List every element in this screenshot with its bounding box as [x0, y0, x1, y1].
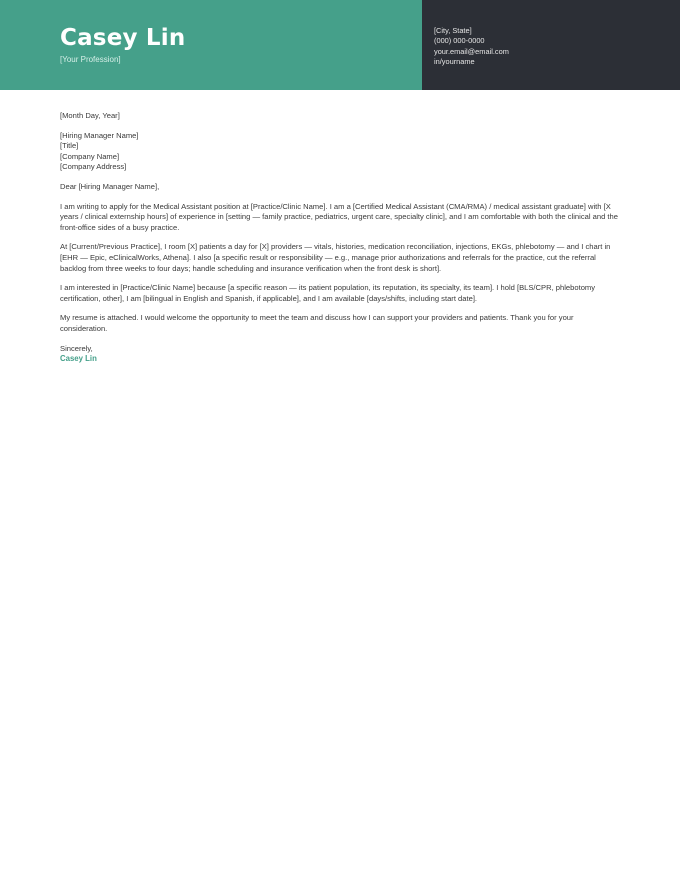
applicant-name: Casey Lin — [60, 25, 186, 51]
closing-phrase: Sincerely, — [60, 343, 93, 353]
contact-email: your.email@email.com — [434, 46, 509, 56]
recipient-company: [Company Name] — [60, 151, 120, 161]
letter-date: [Month Day, Year] — [60, 111, 120, 120]
paragraph-intro: I am writing to apply for the Medical Assistant position at [Practice/Clinic Name]. I am a [Certified Medical Assistant (CMA/RMA) / medical assistant graduate] with [X years / clinical externship hours] of experience in [setting — family practice, pediatrics, urgent care, specialty clinic], and I am comfortable with both the clinical and the front-office sides of a busy practice. — [60, 201, 618, 232]
recipient-address — [60, 131, 622, 173]
letter-body — [60, 111, 622, 365]
resume-header — [0, 0, 680, 90]
recipient-title: [Title] — [60, 141, 79, 151]
contact-phone: (000) 000-0000 — [434, 36, 485, 46]
paragraph-closing: My resume is attached. I would welcome the opportunity to meet the team and discuss how I can support your providers and patients. Thank you for your consideration. — [60, 313, 574, 333]
paragraph-experience: At [Current/Previous Practice], I room [X] patients a day for [X] providers — vitals, histories, medication reconciliation, injections, EKGs, phlebotomy — and I chart in [EHR — Epic, eClinicalWorks, Athena]. I also [a specific result or responsibility — e.g., manage prior authorizations and referrals for the practice, cut the referral backlog from three weeks to four days; handle scheduling and insurance verification when the front desk is short]. — [60, 242, 611, 273]
contact-location: [City, State] — [434, 26, 472, 35]
signature-name: Casey Lin — [60, 354, 97, 364]
header-contact-panel — [422, 0, 680, 90]
applicant-profession: [Your Profession] — [60, 55, 121, 64]
salutation: Dear [Hiring Manager Name], — [60, 181, 160, 191]
recipient-name: [Hiring Manager Name] — [60, 130, 139, 140]
paragraph-interest: I am interested in [Practice/Clinic Name] because [a specific reason — its patient population, its reputation, its specialty, its team]. I hold [BLS/CPR, phlebotomy certification, other], I am [bilingual in English and Spanish, if applicable], and I am available [days/shifts, including start date]. — [60, 283, 596, 303]
recipient-company-address: [Company Address] — [60, 162, 127, 172]
header-name-panel — [0, 0, 422, 90]
contact-linkedin: in/yourname — [434, 57, 475, 67]
contact-list — [434, 26, 509, 68]
